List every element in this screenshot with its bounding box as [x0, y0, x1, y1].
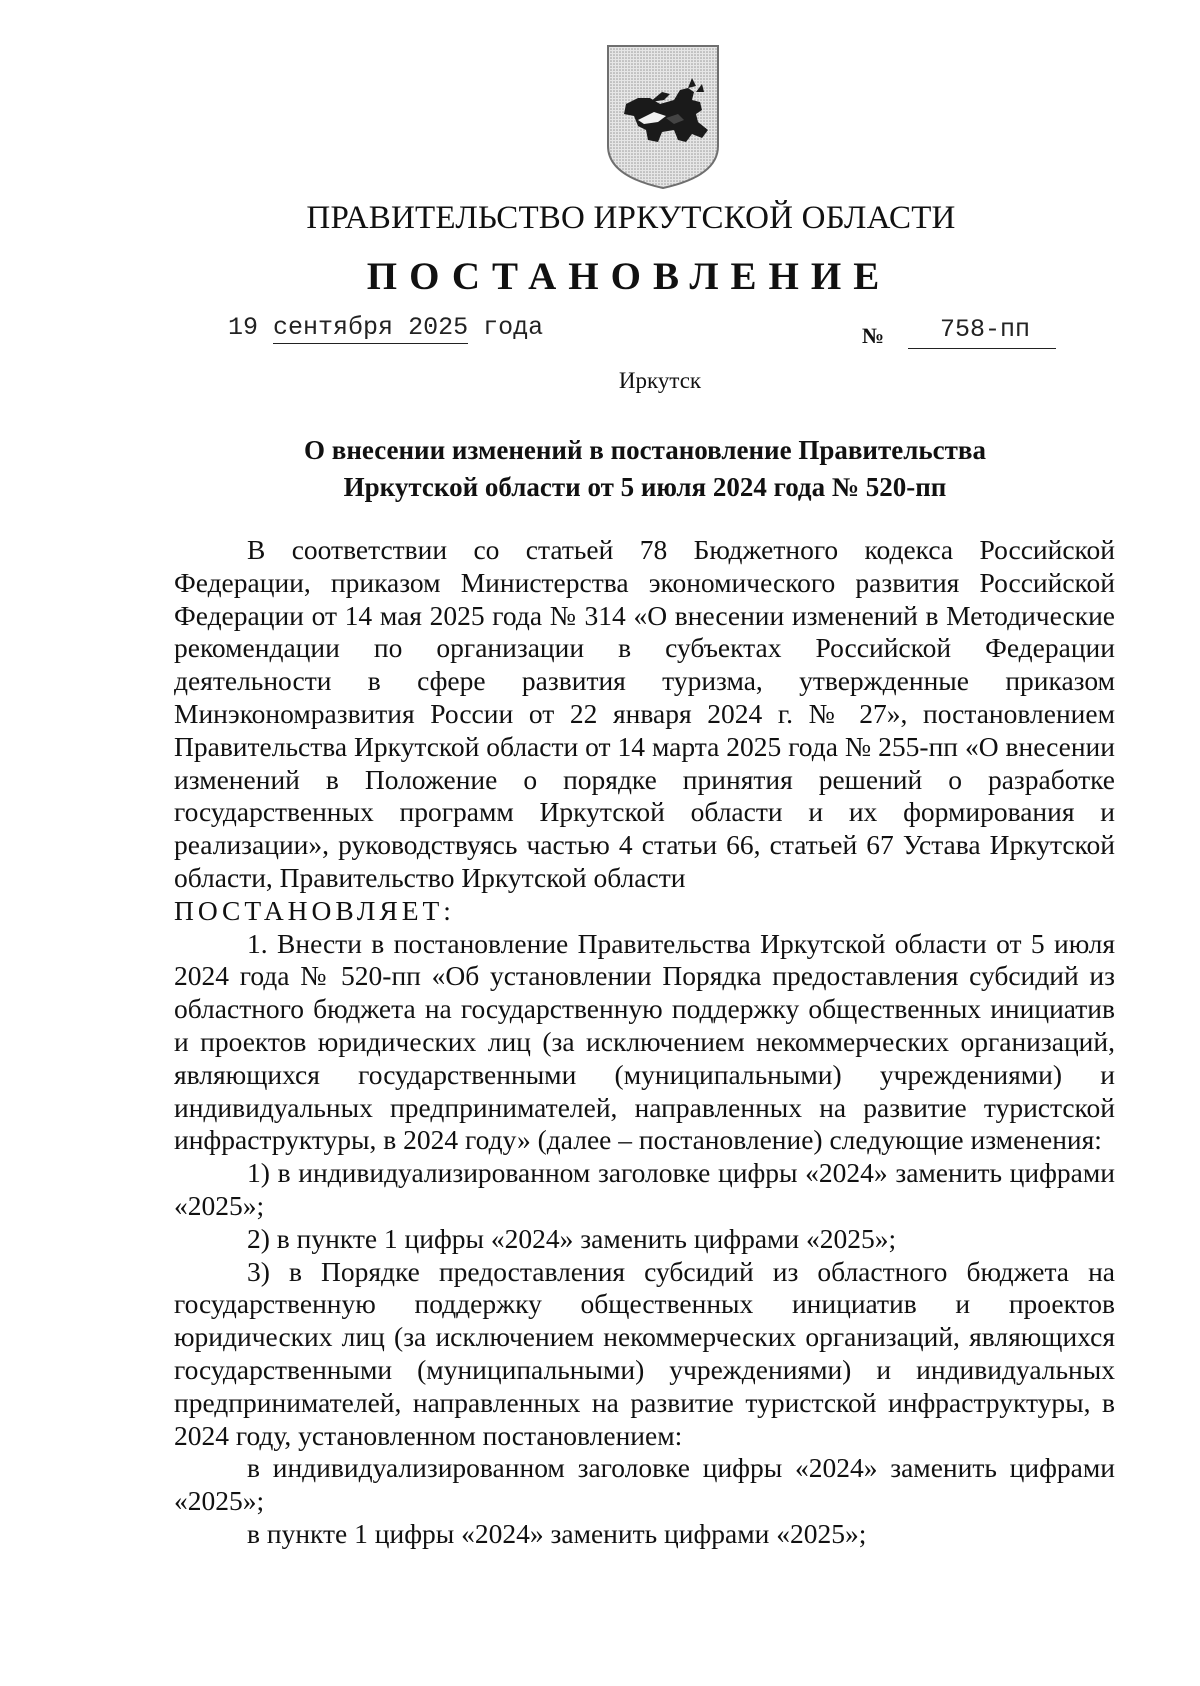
- item-1-paragraph: 1. Внести в постановление Правительства Иркутской области от 5 июля 2024 года № 520-пп «Об установлении Порядка предоставления субсидий из областного бюджета на государственную поддержку общественных инициатив и проектов юридических лиц (за исключением некоммерческих организаций, являющихся государственными (муниципальными) учреждениями) и индивидуальных предпринимателей, направленных на развитие туристской инфраструктуры, в 2024 году» (далее – постановление) следующие изменения:: [174, 927, 1115, 1156]
- document-subject: [170, 432, 1120, 506]
- number-value: 758-пп: [908, 315, 1056, 349]
- subitem-3b-paragraph: в пункте 1 цифры «2024» заменить цифрами «2025»;: [247, 1517, 867, 1549]
- government-title: ПРАВИТЕЛЬСТВО ИРКУТСКОЙ ОБЛАСТИ: [306, 200, 956, 236]
- date-day: 19: [228, 313, 259, 342]
- date-year: 2025: [408, 313, 469, 342]
- document-date: [228, 313, 543, 342]
- subitem-3a-paragraph: в индивидуализированном заголовке цифры «2024» заменить цифрами «2025»;: [174, 1452, 1115, 1517]
- subject-line-2: Иркутской области от 5 июля 2024 года № 520-пп: [343, 472, 947, 502]
- number-sign: №: [862, 323, 885, 348]
- city: Иркутск: [618, 368, 702, 393]
- subitem-3-paragraph: 3) в Порядке предоставления субсидий из областного бюджета на государственную поддержку общественных инициатив и проектов юридических лиц (за исключением некоммерческих организаций, являющихся государственными (муниципальными) учреждениями) и индивидуальных предпринимателей, направленных на развитие туристской инфраструктуры, в 2024 году, установленном постановлением:: [174, 1255, 1115, 1451]
- date-suffix: года: [483, 313, 544, 342]
- resolves-heading: ПОСТАНОВЛЯЕТ:: [174, 894, 455, 926]
- date-month-year: [273, 313, 468, 344]
- document-type-title: ПОСТАНОВЛЕНИЕ: [366, 255, 892, 298]
- coat-of-arms-icon: [604, 42, 722, 192]
- document-body: [174, 534, 1115, 1551]
- subject-line-1: О внесении изменений в постановление Правительства: [304, 435, 986, 465]
- subitem-2-paragraph: 2) в пункте 1 цифры «2024» заменить цифрами «2025»;: [247, 1222, 897, 1254]
- preamble-paragraph: В соответствии со статьей 78 Бюджетного кодекса Российской Федерации, приказом Министерства экономического развития Российской Федерации от 14 мая 2025 года № 314 «О внесении изменений в Методические рекомендации по организации в субъектах Российской Федерации деятельности в сфере развития туризма, утвержденные приказом Минэкономразвития России от 22 января 2024 г. № 27», постановлением Правительства Иркутской области от 14 марта 2025 года № 255-пп «О внесении изменений в Положение о порядке принятия решений о разработке государственных программ Иркутской области и их формирования и реализации», руководствуясь частью 4 статьи 66, статьей 67 Устава Иркутской области, Правительство Иркутской области: [174, 534, 1115, 893]
- subitem-1-paragraph: 1) в индивидуализированном заголовке цифры «2024» заменить цифрами «2025»;: [174, 1157, 1115, 1221]
- date-month: сентября: [273, 313, 394, 342]
